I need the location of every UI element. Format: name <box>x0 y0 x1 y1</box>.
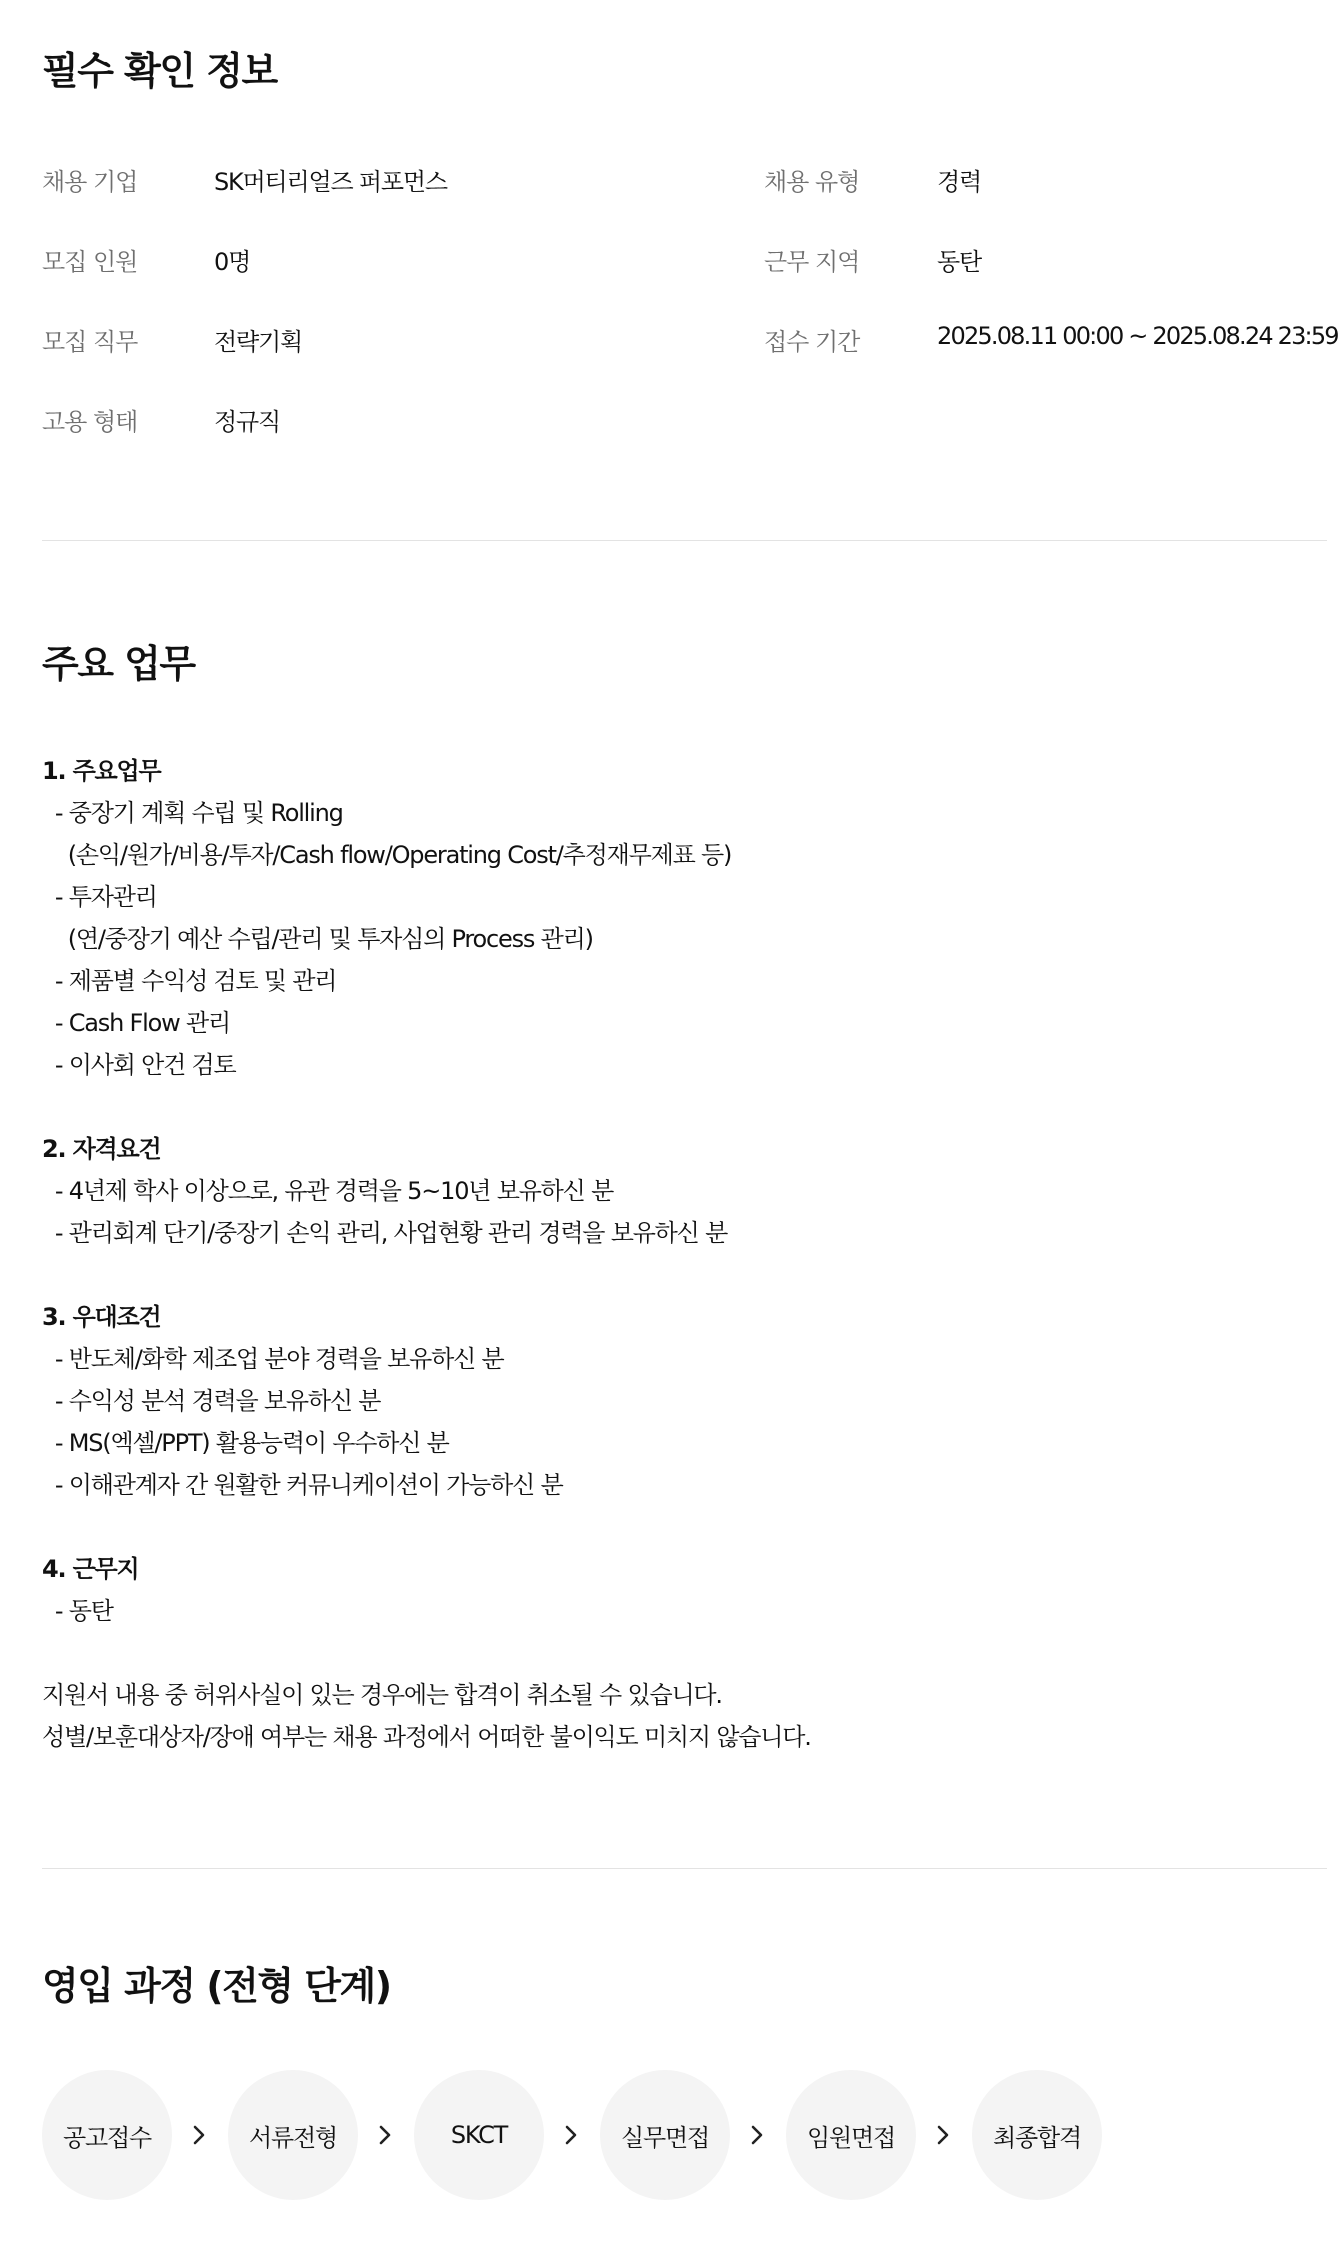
info-label-job-role: 모집 직무 <box>42 328 138 356</box>
duty-heading: 1. 주요업무 <box>42 757 161 785</box>
duty-line: - 중장기 계획 수립 및 Rolling <box>42 799 343 827</box>
duty-line: - 투자관리 <box>42 883 157 911</box>
chevron-right-icon <box>187 2120 211 2150</box>
duty-line: - 이사회 안건 검토 <box>42 1051 236 1079</box>
info-label-application-period: 접수 기간 <box>764 328 860 356</box>
info-value-job-role: 전략기획 <box>214 328 302 356</box>
step-posting: 공고접수 <box>42 2070 172 2200</box>
step-document-screening: 서류전형 <box>228 2070 358 2200</box>
duty-line: - 수익성 분석 경력을 보유하신 분 <box>42 1387 381 1415</box>
info-value-hiring-type: 경력 <box>937 168 981 196</box>
duty-line: (연/중장기 예산 수립/관리 및 투자심의 Process 관리) <box>42 925 593 953</box>
info-label-work-location: 근무 지역 <box>764 248 860 276</box>
duty-line: - 관리회계 단기/중장기 손익 관리, 사업현황 관리 경력을 보유하신 분 <box>42 1219 728 1247</box>
chevron-right-icon <box>559 2120 583 2150</box>
duty-line: - Cash Flow 관리 <box>42 1009 230 1037</box>
info-label-hiring-type: 채용 유형 <box>764 168 860 196</box>
duty-line: - 제품별 수익성 검토 및 관리 <box>42 967 337 995</box>
chevron-right-icon <box>931 2120 955 2150</box>
section-divider <box>42 1868 1327 1869</box>
step-final-pass: 최종합격 <box>972 2070 1102 2200</box>
blank-line <box>42 1506 1322 1548</box>
duty-heading: 3. 우대조건 <box>42 1303 161 1331</box>
info-label-headcount: 모집 인원 <box>42 248 138 276</box>
duty-line: - MS(엑셀/PPT) 활용능력이 우수하신 분 <box>42 1429 449 1457</box>
section-divider <box>42 540 1327 541</box>
duty-line: - 동탄 <box>42 1597 113 1625</box>
info-label-company: 채용 기업 <box>42 168 138 196</box>
duty-line: (손익/원가/비용/투자/Cash flow/Operating Cost/추정재무제표 등) <box>42 841 732 869</box>
duty-heading: 4. 근무지 <box>42 1555 139 1583</box>
info-value-employment-type: 정규직 <box>214 408 280 436</box>
notice-line: 지원서 내용 중 허위사실이 있는 경우에는 합격이 취소될 수 있습니다. <box>42 1681 722 1709</box>
notice-line: 성별/보훈대상자/장애 여부는 채용 과정에서 어떠한 불이익도 미치지 않습니다. <box>42 1723 811 1751</box>
blank-line <box>42 1086 1322 1128</box>
step-working-interview: 실무면접 <box>600 2070 730 2200</box>
chevron-right-icon <box>745 2120 769 2150</box>
duty-line: - 반도체/화학 제조업 분야 경력을 보유하신 분 <box>42 1345 504 1373</box>
blank-line <box>42 1254 1322 1296</box>
duty-line: - 4년제 학사 이상으로, 유관 경력을 5~10년 보유하신 분 <box>42 1177 614 1205</box>
step-skct: SKCT <box>414 2070 544 2200</box>
section-title-hiring-process: 영입 과정 (전형 단계) <box>42 1964 391 2008</box>
process-steps <box>42 2070 1327 2200</box>
section-title-required-info: 필수 확인 정보 <box>42 49 277 93</box>
duties-text <box>42 750 1322 1758</box>
chevron-right-icon <box>373 2120 397 2150</box>
info-value-application-period: 2025.08.11 00:00 ~ 2025.08.24 23:59 <box>937 322 1338 350</box>
info-value-work-location: 동탄 <box>937 248 981 276</box>
blank-line <box>42 1632 1322 1674</box>
info-label-employment-type: 고용 형태 <box>42 408 138 436</box>
duty-heading: 2. 자격요건 <box>42 1135 161 1163</box>
info-value-headcount: 0명 <box>214 248 251 276</box>
step-executive-interview: 임원면접 <box>786 2070 916 2200</box>
info-value-company: SK머티리얼즈 퍼포먼스 <box>214 168 447 196</box>
duty-line: - 이해관계자 간 원활한 커뮤니케이션이 가능하신 분 <box>42 1471 563 1499</box>
section-title-main-duties: 주요 업무 <box>42 642 195 686</box>
